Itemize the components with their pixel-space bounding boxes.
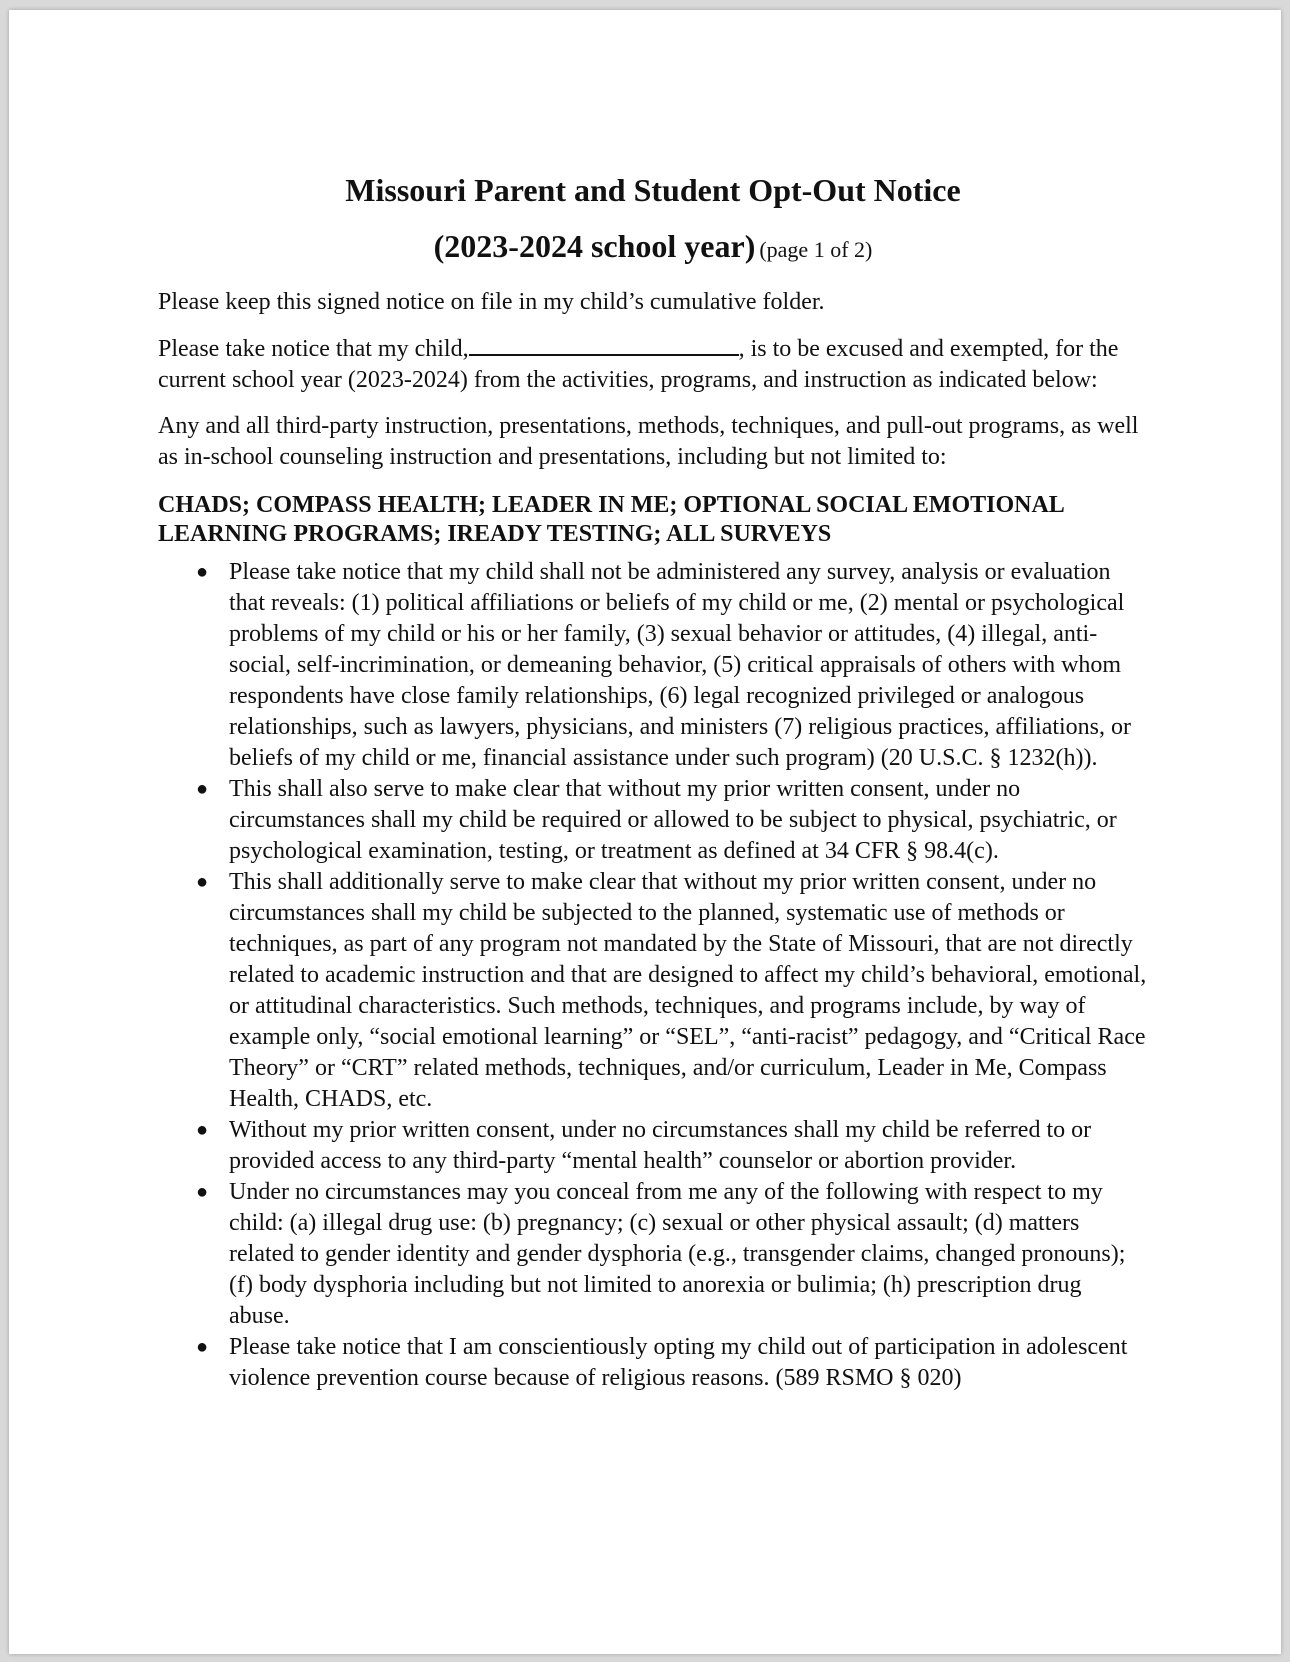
document-title: Missouri Parent and Student Opt-Out Notice <box>345 172 961 208</box>
page-number: (page 1 of 2) <box>759 237 873 262</box>
list-item <box>158 557 1148 774</box>
list-item <box>158 867 1148 1115</box>
list-item-text: Under no circumstances may you conceal from me any of the following with respect to my child: (a) illegal drug use: (b) pregnancy; (c) sexual or other physical assault; (d) matters related to gender identity and gender dysphoria (e.g., transgender claims, changed pronouns); (f) body dysphoria including but not limited to anorexia or bulimia; (h) prescription drug abuse. <box>229 1179 1126 1329</box>
list-item-text: Please take notice that my child shall not be administered any survey, analysis or evaluation that reveals: (1) political affiliations or beliefs of my child or me, (2) mental or psychological problems of my child or his or her family, (3) sexual behavior or attitudes, (4) illegal, anti-social, self-incrimination, or demeaning behavior, (5) critical appraisals of others with whom respondents have close family relationships, (6) legal recognized privileged or analogous relationships, such as lawyers, physicians, and ministers (7) religious practices, affiliations, or beliefs of my child or me, financial assistance under such program) (20 U.S.C. § 1232(h)). <box>229 559 1132 771</box>
document-page <box>9 10 1281 1654</box>
bullet-icon: ● <box>196 561 209 583</box>
list-item-text: This shall additionally serve to make clear that without my prior written consent, under no circumstances shall my child be subjected to the planned, systematic use of methods or techniques, as part of any program not mandated by the State of Missouri, that are not directly related to academic instruction and that are designed to affect my child’s behavioral, emotional, or attitudinal characteristics. Such methods, techniques, and programs include, by way of example only, “social emotional learning” or “SEL”, “anti-racist” pedagogy, and “Critical Race Theory” or “CRT” related methods, techniques, and/or curriculum, Leader in Me, Compass Health, CHADS, etc. <box>229 869 1147 1112</box>
bullet-icon: ● <box>196 871 209 893</box>
child-name-blank <box>469 334 739 356</box>
document-content <box>158 170 1148 1394</box>
bullet-icon: ● <box>196 1181 209 1203</box>
list-item <box>158 1177 1148 1332</box>
programs-heading: CHADS; COMPASS HEALTH; LEADER IN ME; OPTIONAL SOCIAL EMOTIONAL LEARNING PROGRAMS; IREADY TESTING; ALL SURVEYS <box>158 492 1064 547</box>
scope-paragraph: Any and all third-party instruction, presentations, methods, techniques, and pull-out programs, as well as in-school counseling instruction and presentations, including but not limited to: <box>158 413 1139 470</box>
list-item-text: Please take notice that I am conscientiously opting my child out of participation in adolescent violence prevention course because of religious reasons. (589 RSMO § 020) <box>229 1334 1128 1391</box>
list-item-text: Without my prior written consent, under no circumstances shall my child be referred to or provided access to any third-party “mental health” counselor or abortion provider. <box>229 1117 1092 1174</box>
opt-out-items-list <box>158 557 1148 1394</box>
list-item <box>158 1115 1148 1177</box>
bullet-icon: ● <box>196 1119 209 1141</box>
bullet-icon: ● <box>196 778 209 800</box>
list-item-text: This shall also serve to make clear that without my prior written consent, under no circumstances shall my child be required or allowed to be subject to physical, psychiatric, or psychological examination, testing, or treatment as defined at 34 CFR § 98.4(c). <box>229 776 1117 864</box>
child-notice-paragraph <box>158 334 1148 396</box>
notice-lead-text: Please take notice that my child, <box>158 336 469 362</box>
school-year: (2023-2024 school year) <box>433 228 756 264</box>
list-item <box>158 774 1148 867</box>
notice-trailing-text: , is to be excused and exempted, for the current school year (2023-2024) from the activities, programs, and instruction as indicated below: <box>158 336 1119 393</box>
keep-on-file-notice: Please keep this signed notice on file in my child’s cumulative folder. <box>158 289 825 315</box>
document-subtitle <box>158 226 1148 273</box>
list-item <box>158 1332 1148 1394</box>
bullet-icon: ● <box>196 1336 209 1358</box>
